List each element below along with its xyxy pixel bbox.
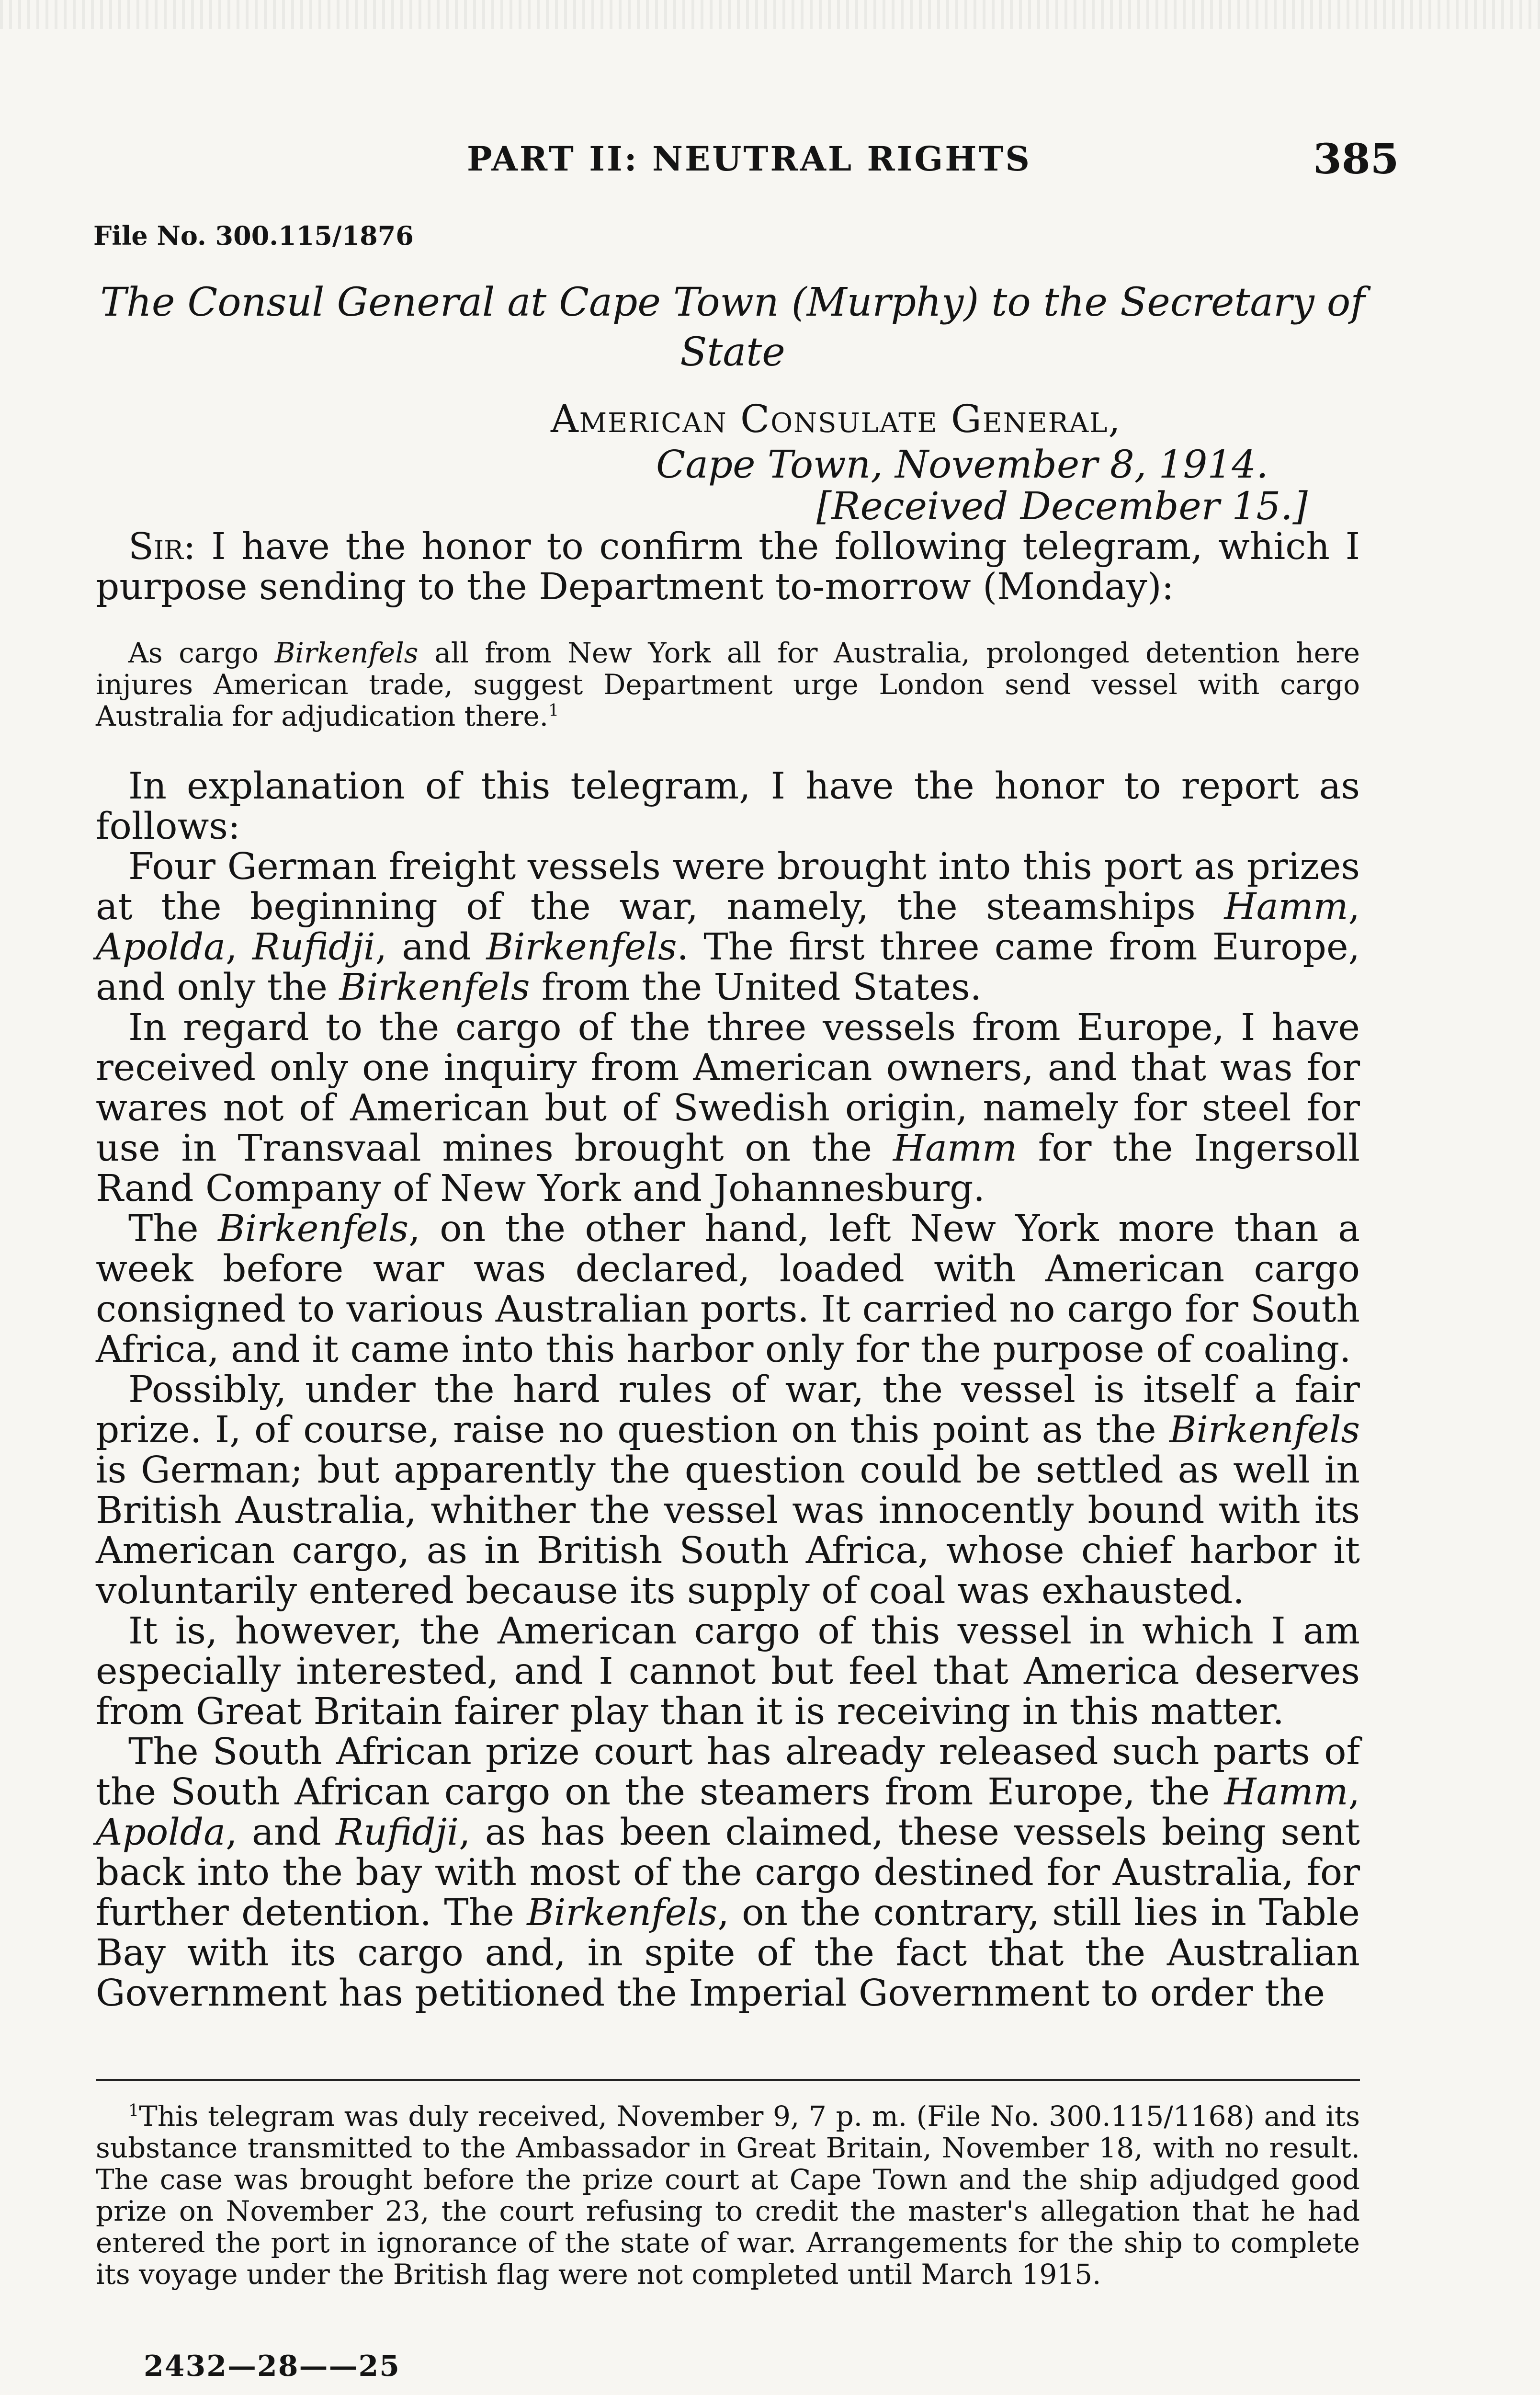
telegram-quote [96, 637, 1360, 732]
ship-name: Apolda [96, 926, 226, 969]
dateline-place-date: Cape Town, November 8, 1914. [656, 442, 1268, 487]
paragraph-7 [96, 1732, 1360, 2014]
footnote-marker: 1 [128, 2101, 139, 2121]
ship-name: Apolda [96, 1811, 226, 1854]
text-run: , [1348, 886, 1360, 928]
paragraph-6: It is, however, the American cargo of this vessel in which I am especially interested, and I cannot but feel that America deserves from Great Britain fairer play than it is receiving in this matter. [96, 1610, 1360, 1733]
ship-name: Rufidji [336, 1811, 459, 1854]
ship-name: Hamm [1224, 886, 1348, 928]
text-run: In regard to the cargo of the three vessels from Europe, I have received only one inquiry from American owners, and that was for wares not of American but of Swedish origin, namely for steel for use in Transvaal mines brought on the [96, 1006, 1360, 1170]
ship-name: Birkenfels [218, 1208, 409, 1250]
telegram-text-1: As cargo [128, 637, 275, 669]
text-run: The South African prize court has already released such parts of the South African cargo on the steamers from Europe, the [96, 1731, 1360, 1813]
text-run: Four German freight vessels were brought into this port as prizes at the beginning of the war, namely, the steamships [96, 845, 1360, 928]
footnote-reference: 1 [548, 701, 559, 720]
ship-name: Hamm [1224, 1771, 1348, 1813]
file-number: File No. 300.115/1876 [93, 220, 414, 251]
text-run: The [128, 1208, 218, 1250]
dateline-received: [Received December 15.] [816, 484, 1308, 528]
text-run: , on the contrary, still lies in Table Bay with its cargo and, in spite of the fact that the Australian Government has petitioned the Imperial Government to order the [96, 1892, 1360, 2015]
paragraph-3 [96, 1008, 1360, 1209]
text-run: . The first three came from Europe, and only the [96, 926, 1360, 1009]
text-run: from the United States. [530, 966, 982, 1009]
printer-mark: 2432—28——25 [144, 2349, 400, 2383]
page-number: 385 [1313, 135, 1399, 183]
text-run: , [1348, 1771, 1360, 1813]
dateline-office: American Consulate General, [551, 397, 1121, 441]
text-run: is German; but apparently the question could be settled as well in British Australia, whither the vessel was innocently bound with its American cargo, as in British South Africa, whose chief harbor it voluntarily entered because its supply of coal was exhausted. [96, 1449, 1360, 1612]
text-run: , on the other hand, left New York more than a week before war was declared, loaded with American cargo consigned to various Australian ports. It carried no cargo for South Africa, and it came into this harbor only for the purpose of coaling. [96, 1208, 1360, 1371]
text-run: Possibly, under the hard rules of war, the vessel is itself a fair prize. I, of course, raise no question on this point as the [96, 1369, 1360, 1451]
paragraph-4 [96, 1209, 1360, 1370]
body-text [96, 766, 1360, 2014]
ship-name: Birkenfels [339, 966, 530, 1009]
paragraph-5 [96, 1370, 1360, 1611]
text-run: , [226, 926, 252, 969]
running-head: PART II: NEUTRAL RIGHTS [467, 139, 1031, 179]
text-run: for the Ingersoll Rand Company of New York and Johannesburg. [96, 1127, 1360, 1210]
intro-block [96, 527, 1360, 607]
ship-name: Birkenfels [486, 926, 677, 969]
ship-name: Hamm [893, 1127, 1017, 1170]
text-run: , and [226, 1811, 336, 1854]
ship-name: Rufidji [252, 926, 375, 969]
text-run: , and [375, 926, 487, 969]
salutation: Sir: [128, 525, 196, 568]
ship-name: Birkenfels [274, 637, 419, 669]
intro-text: I have the honor to confirm the following telegram, which I purpose sending to the Department to-morrow (Monday): [96, 525, 1360, 608]
footnote-divider [96, 2079, 1360, 2081]
text-run: , as has been claimed, these vessels being sent back into the bay with most of the cargo destined for Australia, for further detention. The [96, 1811, 1360, 1934]
paragraph-1: In explanation of this telegram, I have the honor to report as follows: [96, 765, 1360, 848]
ship-name: Birkenfels [527, 1892, 718, 1934]
telegram-text-2: all from New York all for Australia, prolonged detention here injures American trade, suggest Department urge London send vessel with cargo Australia for adjudication there. [96, 637, 1360, 732]
footnote [96, 2100, 1360, 2290]
document-title: The Consul General at Cape Town (Murphy) to the Secretary of State [100, 280, 1365, 375]
ship-name: Birkenfels [1169, 1409, 1360, 1451]
paragraph-2 [96, 847, 1360, 1008]
intro-paragraph [96, 527, 1360, 607]
footnote-text: This telegram was duly received, November 9, 7 p. m. (File No. 300.115/1168) and its substance transmitted to the Ambassador in Great Britain, November 18, with no result. The case was brought before the prize court at Cape Town and the ship adjudged good prize on November 23, the court refusing to credit the master's allegation that he had entered the port in ignorance of the state of war. Arrangements for the ship to complete its voyage under the British flag were not completed until March 1915. [96, 2100, 1360, 2291]
